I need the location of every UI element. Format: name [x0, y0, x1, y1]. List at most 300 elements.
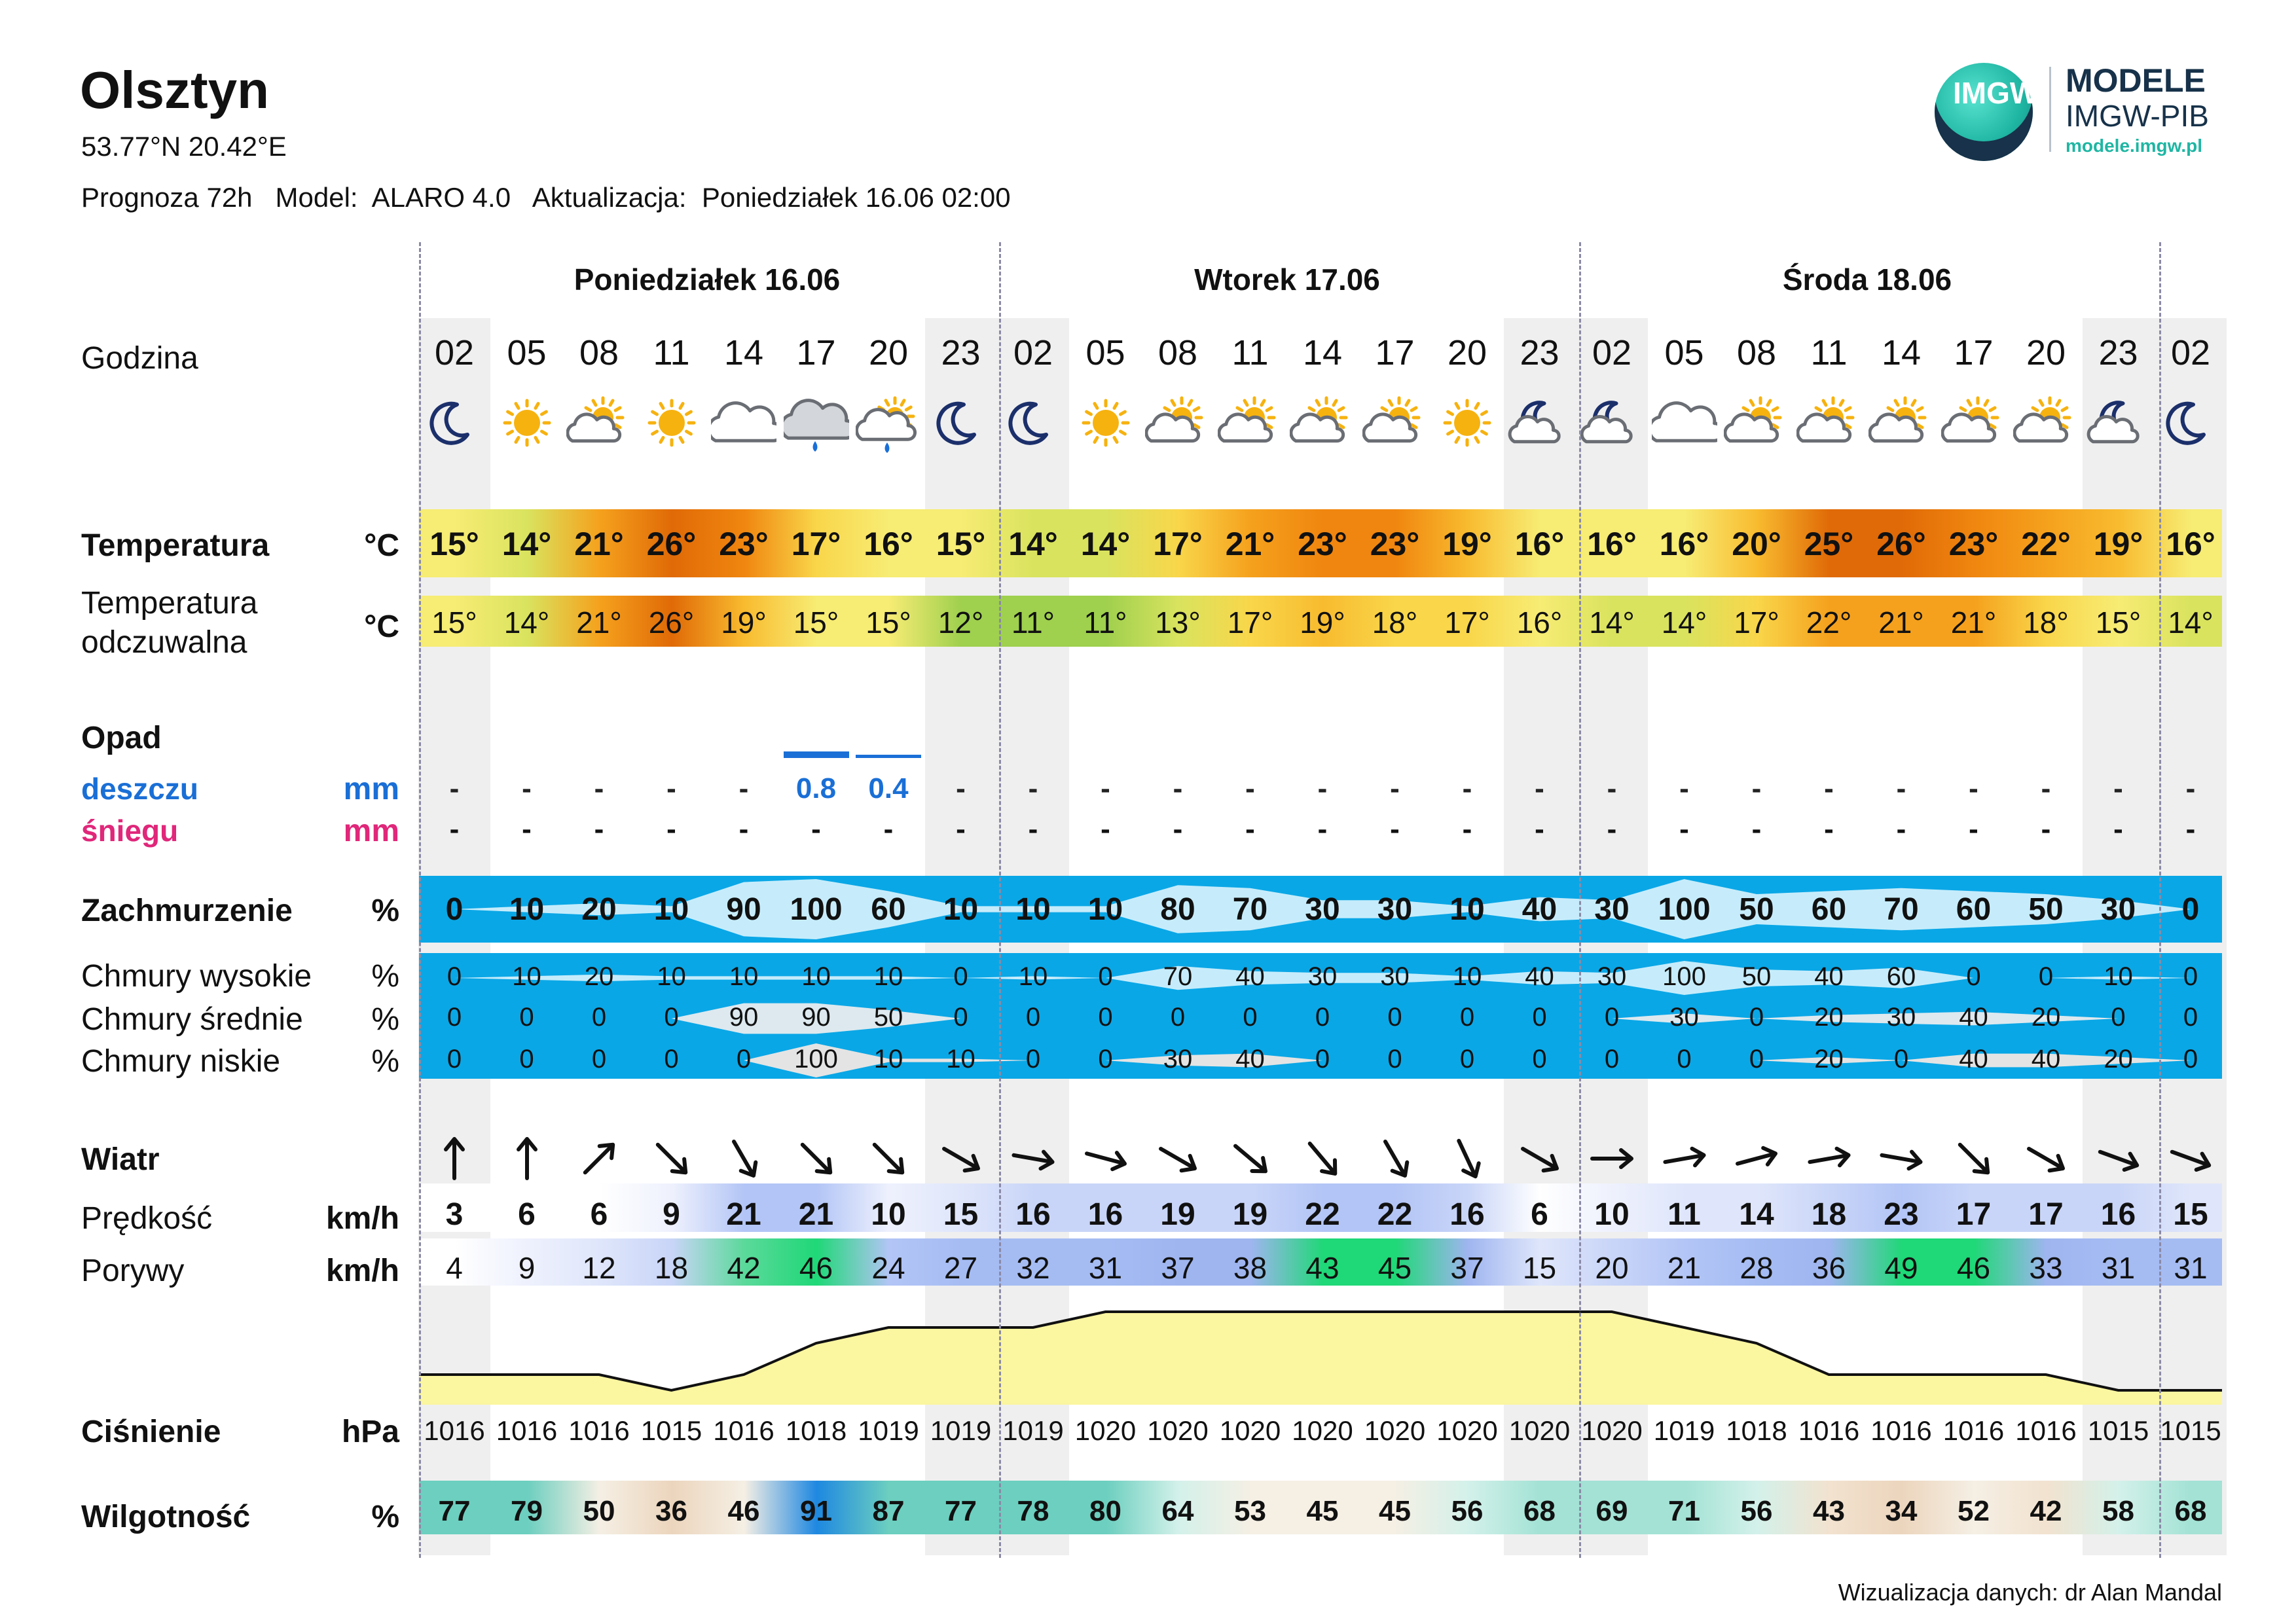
sun-cloud-icon [1724, 393, 1789, 461]
cloud-high-cell: 40 [1235, 962, 1265, 991]
pressure-cell: 1020 [1581, 1415, 1643, 1446]
pressure-cell: 1019 [858, 1415, 919, 1446]
wind-arrow-icon [1142, 1132, 1214, 1185]
wind-gust-cell: 28 [1740, 1251, 1774, 1285]
cloud-high-cell: 40 [1525, 962, 1554, 991]
rain-cell: - [2185, 772, 2196, 804]
pressure-cell: 1016 [424, 1415, 485, 1446]
cloud-mid-cell: 0 [1098, 1003, 1113, 1032]
cloud-low-cell: 0 [1677, 1045, 1692, 1074]
wind-gust-cell: 21 [1667, 1251, 1702, 1285]
logo-org: IMGW-PIB [2066, 99, 2209, 133]
hour-cell: 11 [653, 333, 690, 372]
snow-unit: mm [343, 814, 399, 848]
cloud-low-cell: 0 [1459, 1045, 1475, 1074]
sun-cloud-icon [2013, 393, 2079, 461]
cloud-total-cell: 30 [1377, 892, 1413, 927]
pressure-label: Ciśnienie [81, 1415, 221, 1449]
rain-cell: - [1317, 772, 1328, 804]
temperature-cell: 14° [1080, 526, 1131, 562]
wind-arrow-icon [636, 1132, 708, 1185]
wind-gust-cell: 27 [943, 1251, 978, 1285]
logo-url[interactable]: modele.imgw.pl [2066, 135, 2202, 156]
humidity-label: Wilgotność [81, 1500, 251, 1534]
wind-arrow-icon [1286, 1132, 1358, 1185]
snow-cell: - [2041, 813, 2051, 845]
cloud-low-cell: 20 [1814, 1045, 1844, 1074]
wind-gust-cell: 31 [2101, 1251, 2136, 1285]
feels-like-label-2: odczuwalna [81, 625, 247, 660]
cloud-total-cell: 70 [1884, 892, 1919, 927]
humidity-cell: 58 [2102, 1495, 2134, 1527]
wind-speed-cell: 9 [663, 1197, 680, 1232]
hour-cell: 14 [1302, 333, 1343, 372]
sun-cloud-icon [1362, 393, 1428, 461]
wind-arrow-icon [708, 1132, 780, 1185]
feels-like-cell: 15° [431, 605, 477, 640]
snow-cell: - [1101, 813, 1110, 845]
cloud-rain-icon [784, 393, 849, 461]
cloud-low-cell: 0 [1387, 1045, 1402, 1074]
wind-speed-cell: 17 [2028, 1197, 2064, 1232]
cloud-total-cell: 60 [1811, 892, 1847, 927]
cloud-mid-cell: 0 [953, 1003, 968, 1032]
sun-cloud-icon [1868, 393, 1934, 461]
wind-gust-cell: 20 [1595, 1251, 1629, 1285]
day-label-2: Wtorek 17.06 [1194, 262, 1380, 297]
cloud-total-cell: 10 [653, 892, 689, 927]
rain-cell: - [449, 772, 460, 804]
temperature-cell: 19° [1442, 526, 1492, 562]
snow-cell: - [1969, 813, 1978, 845]
cloud-low-cell: 0 [1532, 1045, 1547, 1074]
pressure-cell: 1015 [2087, 1415, 2149, 1446]
pressure-cell: 1019 [1653, 1415, 1715, 1446]
wind-gust-label: Porywy [81, 1254, 185, 1288]
wind-arrow-icon [1431, 1132, 1503, 1185]
wind-speed-cell: 15 [2173, 1197, 2208, 1232]
wind-gust-cell: 33 [2029, 1251, 2063, 1285]
rain-cell: - [1173, 772, 1183, 804]
humidity-cell: 68 [1523, 1495, 1556, 1527]
wind-arrow-icon [1649, 1132, 1721, 1185]
feels-like-unit: °C [364, 609, 399, 644]
temperature-cell: 15° [936, 526, 986, 562]
wind-speed-cell: 6 [1531, 1197, 1548, 1232]
feels-like-cell: 12° [938, 605, 984, 640]
cloud-low-cell: 10 [873, 1045, 903, 1074]
rain-cell: - [594, 772, 604, 804]
cloud-low-cell: 0 [1025, 1045, 1041, 1074]
cloud-total-cell: 10 [1015, 892, 1051, 927]
cloud-total-cell: 60 [871, 892, 906, 927]
pressure-cell: 1018 [1726, 1415, 1787, 1446]
snow-cell: - [1679, 813, 1689, 845]
wind-arrow-icon [1070, 1132, 1142, 1185]
feels-like-cell: 14° [1589, 605, 1635, 640]
cloud-high-cell: 10 [657, 962, 686, 991]
wind-speed-cell: 14 [1739, 1197, 1774, 1232]
snow-cell: - [1607, 813, 1617, 845]
rain-cell: 0.4 [868, 772, 909, 804]
wind-arrow-icon [997, 1132, 1069, 1185]
hour-cell: 08 [1736, 333, 1777, 372]
temperature-cell: 26° [1876, 526, 1926, 562]
wind-speed-cell: 6 [518, 1197, 536, 1232]
rain-cell: - [1751, 772, 1762, 804]
wind-gust-cell: 42 [727, 1251, 761, 1285]
feels-like-cell: 15° [866, 605, 911, 640]
cloud-total-cell: 50 [2028, 892, 2064, 927]
cloud-low-cell: 40 [2031, 1045, 2061, 1074]
snow-cell: - [738, 813, 749, 845]
wind-speed-cell: 10 [1594, 1197, 1630, 1232]
cloud-total-label: Zachmurzenie [81, 893, 293, 928]
cloud-mid-cell: 0 [1243, 1003, 1258, 1032]
cloud-mid-label: Chmury średnie [81, 1002, 303, 1037]
hour-cell: 05 [507, 333, 547, 372]
cloud-high-cell: 30 [1307, 962, 1338, 991]
wind-arrow-icon [1721, 1132, 1793, 1185]
feels-like-cell: 18° [1372, 605, 1418, 640]
cloud-low-label: Chmury niskie [81, 1044, 281, 1079]
cloud-mid-cell: 0 [591, 1003, 607, 1032]
pressure-cell: 1020 [1219, 1415, 1281, 1446]
humidity-cell: 42 [2030, 1495, 2062, 1527]
rain-cell: - [1824, 772, 1834, 804]
forecast-meta: Prognoza 72h Model: ALARO 4.0 Aktualizacja: Poniedziałek 16.06 02:00 [81, 182, 1011, 213]
wind-arrow-icon [780, 1132, 852, 1185]
rain-cell: - [738, 772, 749, 804]
temperature-cell: 22° [2021, 526, 2071, 562]
wind-arrow-icon [418, 1132, 490, 1185]
wind-gust-cell: 24 [871, 1251, 905, 1285]
feels-like-cell: 13° [1155, 605, 1201, 640]
temperature-cell: 23° [1298, 526, 1347, 562]
wind-speed-cell: 16 [1087, 1197, 1123, 1232]
cloud-total-cell: 0 [2181, 892, 2200, 927]
wind-label: Wiatr [81, 1142, 160, 1177]
cloud-mid-cell: 0 [446, 1003, 462, 1032]
cloud-low-cell: 0 [591, 1045, 607, 1074]
hour-label: Godzina [81, 341, 198, 376]
precip-label: Opad [81, 721, 162, 755]
feels-like-cell: 14° [1661, 605, 1707, 640]
snow-cell: - [1896, 813, 1906, 845]
wind-speed-cell: 17 [1956, 1197, 1992, 1232]
cloud-total-cell: 10 [943, 892, 979, 927]
humidity-cell: 45 [1379, 1495, 1411, 1527]
day-separator [2159, 242, 2161, 1558]
wind-speed-cell: 19 [1232, 1197, 1268, 1232]
cloud-high-cell: 0 [1966, 962, 1981, 991]
cloud-low-cell: 0 [1315, 1045, 1330, 1074]
sun-icon [639, 393, 704, 461]
cloud-low-cell: 0 [1893, 1045, 1909, 1074]
pressure-cell: 1020 [1436, 1415, 1498, 1446]
snow-cell: - [1462, 813, 1472, 845]
hour-cell: 23 [941, 333, 981, 372]
pressure-area [419, 1312, 2222, 1405]
temperature-cell: 14° [1008, 526, 1058, 562]
cloud-mid-cell: 0 [1532, 1003, 1547, 1032]
wind-speed-cell: 11 [1667, 1197, 1701, 1232]
hour-cell: 14 [1881, 333, 1922, 372]
feels-like-cell: 15° [2095, 605, 2141, 640]
wind-speed-cell: 10 [871, 1197, 906, 1232]
wind-gust-cell: 12 [582, 1251, 616, 1285]
snow-cell: - [956, 813, 966, 845]
cloud-mid-cell: 30 [1669, 1003, 1699, 1032]
wind-speed-cell: 3 [445, 1197, 464, 1232]
rain-unit: mm [343, 772, 399, 806]
cloud-low-cell: 30 [1163, 1045, 1193, 1074]
humidity-cell: 43 [1813, 1495, 1845, 1527]
temperature-cell: 14° [501, 526, 552, 562]
pressure-cell: 1020 [1074, 1415, 1137, 1446]
day-separator [999, 242, 1001, 1558]
humidity-cell: 56 [1451, 1495, 1484, 1527]
pressure-cell: 1019 [1002, 1415, 1064, 1446]
hour-cell: 11 [1231, 333, 1269, 372]
pressure-cell: 1016 [1870, 1415, 1932, 1446]
cloud-total-cell: 10 [509, 892, 545, 927]
cloud-low-cell: 20 [2104, 1045, 2133, 1074]
cloud-total-cell: 80 [1160, 892, 1195, 927]
wind-speed-cell: 19 [1160, 1197, 1195, 1232]
hour-cell: 23 [1520, 333, 1559, 372]
temperature-cell: 20° [1732, 526, 1781, 562]
wind-speed-cell: 6 [590, 1197, 608, 1232]
cloud-low-cell: 100 [794, 1045, 838, 1074]
snow-cell: - [1535, 813, 1544, 845]
cloud-mid-cell: 50 [873, 1003, 903, 1032]
humidity-cell: 50 [583, 1495, 615, 1527]
feels-like-cell: 11° [1011, 605, 1055, 640]
hour-cell: 17 [1375, 333, 1415, 372]
cloud-low-cell: 0 [2183, 1045, 2198, 1074]
hour-cell: 05 [1664, 333, 1704, 372]
humidity-cell: 80 [1089, 1495, 1121, 1527]
temperature-cell: 23° [1948, 526, 1999, 562]
wind-speed-unit: km/h [325, 1201, 399, 1236]
feels-like-cell: 17° [1734, 605, 1779, 640]
wind-gust-cell: 46 [799, 1251, 833, 1285]
cloud-mid-cell: 0 [2111, 1003, 2126, 1032]
temperature-cell: 19° [2093, 526, 2143, 562]
sun-cloud-rain-icon [856, 393, 921, 461]
wind-arrow-icon [2155, 1132, 2227, 1185]
moon-icon [422, 393, 487, 461]
wind-gust-cell: 45 [1377, 1251, 1412, 1285]
cloud-high-cell: 10 [1018, 962, 1048, 991]
wind-arrow-icon [1504, 1132, 1576, 1185]
logo-modele: MODELE [2066, 62, 2206, 99]
wind-arrow-icon [1938, 1132, 2010, 1185]
feels-like-cell: 19° [721, 605, 767, 640]
moon-icon [2158, 393, 2223, 461]
cloud-high-cell: 0 [953, 962, 968, 991]
cloud-mid-cell: 90 [729, 1003, 759, 1032]
cloud-total-cell: 60 [1956, 892, 1992, 927]
snow-cell: - [1390, 813, 1400, 845]
wind-arrow-icon [563, 1132, 635, 1185]
pressure-cell: 1018 [785, 1415, 847, 1446]
cloud-total-cell: 40 [1522, 892, 1558, 927]
cloud-high-cell: 30 [1597, 962, 1627, 991]
rain-cell: - [1535, 772, 1544, 804]
feels-like-cell: 11° [1084, 605, 1127, 640]
cloud-low-cell: 0 [446, 1045, 462, 1074]
sun-icon [1073, 393, 1139, 461]
snow-cell: - [1245, 813, 1255, 845]
humidity-cell: 71 [1668, 1495, 1700, 1527]
snow-cell: - [666, 813, 676, 845]
wind-speed-cell: 21 [726, 1197, 761, 1232]
wind-gust-cell: 9 [518, 1251, 536, 1285]
humidity-cell: 53 [1234, 1495, 1266, 1527]
snow-cell: - [1317, 813, 1328, 845]
sun-cloud-icon [1290, 393, 1355, 461]
cloud-high-cell: 20 [584, 962, 614, 991]
cloud-high-cell: 50 [1741, 962, 1772, 991]
rain-bar [856, 755, 921, 758]
feels-like-cell: 14° [2168, 605, 2214, 640]
cloud-mid-cell: 40 [1959, 1003, 1988, 1032]
rain-cell: - [1969, 772, 1978, 804]
cloud-total-cell: 30 [1594, 892, 1630, 927]
temperature-unit: °C [364, 528, 399, 563]
rain-cell: - [1607, 772, 1617, 804]
wind-arrow-icon [852, 1132, 924, 1185]
cloud-high-cell: 10 [801, 962, 831, 991]
wind-arrow-icon [1359, 1132, 1431, 1185]
feels-like-cell: 15° [793, 605, 839, 640]
cloud-high-cell: 10 [1452, 962, 1482, 991]
hour-cell: 08 [579, 333, 619, 372]
cloud-total-cell: 30 [2100, 892, 2136, 927]
footer-credit: Wizualizacja danych: dr Alan Mandal [1838, 1579, 2222, 1606]
rain-cell: - [1390, 772, 1400, 804]
hour-cell: 20 [1447, 333, 1487, 372]
wind-arrow-icon [925, 1132, 997, 1185]
sun-icon [1434, 393, 1500, 461]
hour-cell: 05 [1085, 333, 1125, 372]
wind-arrow-icon [2083, 1132, 2155, 1185]
cloud-total-unit: % [371, 893, 399, 928]
wind-speed-cell: 15 [943, 1197, 979, 1232]
temperature-cell: 26° [646, 526, 697, 562]
humidity-cell: 52 [1958, 1495, 1990, 1527]
wind-arrow-icon [1865, 1132, 1937, 1185]
humidity-cell: 91 [800, 1495, 832, 1527]
wind-gust-cell: 49 [1884, 1251, 1918, 1285]
snow-cell: - [594, 813, 604, 845]
humidity-cell: 46 [727, 1495, 760, 1527]
rain-cell: - [1028, 772, 1038, 804]
location-title: Olsztyn [80, 61, 269, 119]
hour-cell: 14 [723, 333, 764, 372]
hour-cell: 17 [1954, 333, 1994, 372]
hour-cell: 02 [2170, 333, 2211, 372]
humidity-cell: 77 [945, 1495, 977, 1527]
wind-gust-cell: 37 [1450, 1251, 1484, 1285]
cloud-mid-cell: 0 [1025, 1003, 1041, 1032]
wind-speed-cell: 18 [1811, 1197, 1847, 1232]
feels-like-cell: 17° [1227, 605, 1273, 640]
cloud-high-cell: 0 [446, 962, 462, 991]
cloud-total-cell: 10 [1449, 892, 1485, 927]
rain-cell: - [1101, 772, 1110, 804]
sun-cloud-icon [566, 393, 632, 461]
wind-gust-cell: 46 [1956, 1251, 1991, 1285]
wind-gust-unit: km/h [325, 1254, 399, 1288]
cloud-high-cell: 0 [2038, 962, 2054, 991]
cloud-high-cell: 70 [1163, 962, 1193, 991]
cloud-low-cell: 0 [1098, 1045, 1113, 1074]
pressure-cell: 1016 [1798, 1415, 1860, 1446]
pressure-cell: 1020 [1508, 1415, 1571, 1446]
cloud-low-unit: % [371, 1044, 399, 1079]
cloud-mid-cell: 0 [1170, 1003, 1186, 1032]
rain-cell: - [2041, 772, 2051, 804]
temperature-cell: 23° [1370, 526, 1420, 562]
cloud-high-cell: 10 [729, 962, 759, 991]
hour-cell: 02 [1592, 333, 1632, 372]
moon-cloud-icon [1507, 393, 1573, 461]
humidity-cell: 68 [2174, 1495, 2207, 1527]
rain-cell: - [522, 772, 532, 804]
snow-cell: - [2185, 813, 2196, 845]
rain-cell: - [2113, 772, 2123, 804]
humidity-cell: 56 [1740, 1495, 1773, 1527]
wind-gust-cell: 38 [1233, 1251, 1267, 1285]
cloud-low-cell: 0 [1749, 1045, 1764, 1074]
snow-cell: - [1028, 813, 1038, 845]
coordinates: 53.77°N 20.42°E [81, 131, 287, 162]
cloud-high-cell: 10 [873, 962, 903, 991]
wind-gust-cell: 15 [1522, 1251, 1557, 1285]
pressure-cell: 1016 [1942, 1415, 2005, 1446]
cloud-mid-cell: 30 [1886, 1003, 1916, 1032]
snow-cell: - [811, 813, 821, 845]
humidity-cell: 79 [511, 1495, 543, 1527]
wind-gust-cell: 4 [446, 1251, 463, 1285]
pressure-cell: 1015 [2160, 1415, 2221, 1446]
cloud-mid-cell: 90 [801, 1003, 831, 1032]
hour-cell: 23 [2098, 333, 2138, 372]
cloud-icon [711, 393, 776, 461]
hour-cell: 11 [1810, 333, 1848, 372]
wind-arrow-icon [491, 1132, 563, 1185]
rain-cell: - [666, 772, 676, 804]
cloud-total-cell: 30 [1305, 892, 1340, 927]
temperature-cell: 21° [574, 526, 624, 562]
pressure-cell: 1016 [568, 1415, 630, 1446]
snow-cell: - [1173, 813, 1183, 845]
hour-cell: 20 [868, 333, 909, 372]
pressure-unit: hPa [341, 1415, 399, 1449]
pressure-cell: 1016 [713, 1415, 774, 1446]
feels-like-cell: 21° [1878, 605, 1924, 640]
cloud-low-cell: 40 [1959, 1045, 1988, 1074]
wind-gust-cell: 31 [2174, 1251, 2208, 1285]
wind-speed-cell: 16 [1015, 1197, 1051, 1232]
cloud-low-cell: 40 [1235, 1045, 1265, 1074]
rain-cell: - [1679, 772, 1689, 804]
cloud-low-cell: 0 [1604, 1045, 1620, 1074]
snow-cell: - [522, 813, 532, 845]
